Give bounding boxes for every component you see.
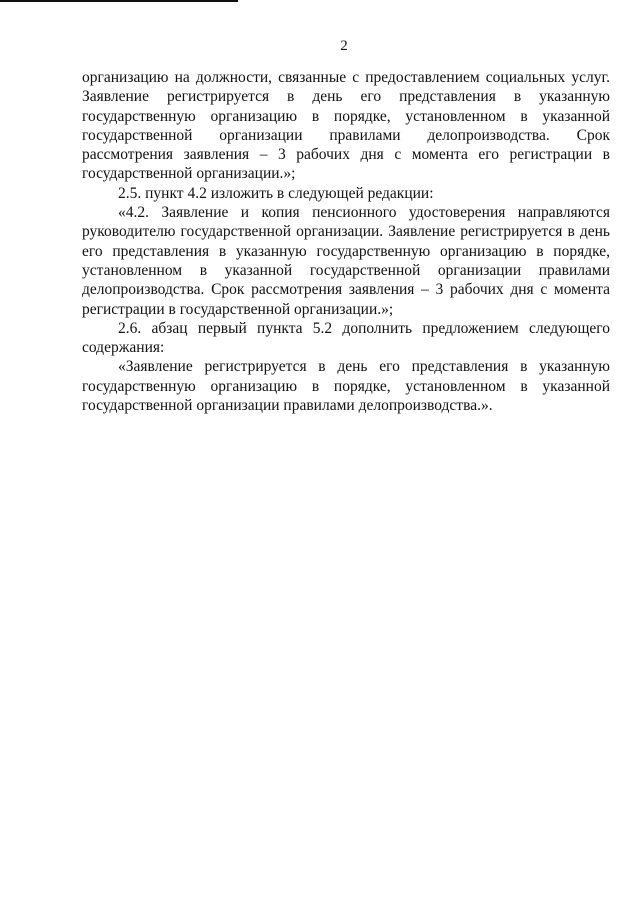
paragraph-item-2-6: 2.6. абзац первый пункта 5.2 дополнить предложением следующего содержания: — [82, 319, 610, 357]
paragraph-quote-5-2: «Заявление регистрируется в день его представления в указанную государственную организацию в порядке, установленном в указанной государственной организации правилами делопроизводства.». — [82, 358, 610, 415]
paragraph-continuation: организацию на должности, связанные с предоставлением социальных услуг. Заявление регистрируется в день его представления в указанную государственную организацию в порядке, установленном в указанной государственной организации правилами делопроизводства. Срок рассмотрения заявления – 3 рабочих дня с момента его регистрации в государственной организации.»; — [82, 69, 610, 183]
paragraph-item-2-5: 2.5. пункт 4.2 изложить в следующей редакции: — [118, 184, 434, 202]
top-rule — [0, 0, 238, 2]
paragraph-quote-4-2: «4.2. Заявление и копия пенсионного удостоверения направляются руководителю государственной организации. Заявление регистрируется в день его представления в указанную государственную организацию в порядке, установленном в указанной государственной организации правилами делопроизводства. Срок рассмотрения заявления – 3 рабочих дня с момента регистрации в государственной организации.»; — [82, 204, 610, 318]
document-body — [82, 68, 610, 415]
page-number: 2 — [340, 38, 348, 54]
